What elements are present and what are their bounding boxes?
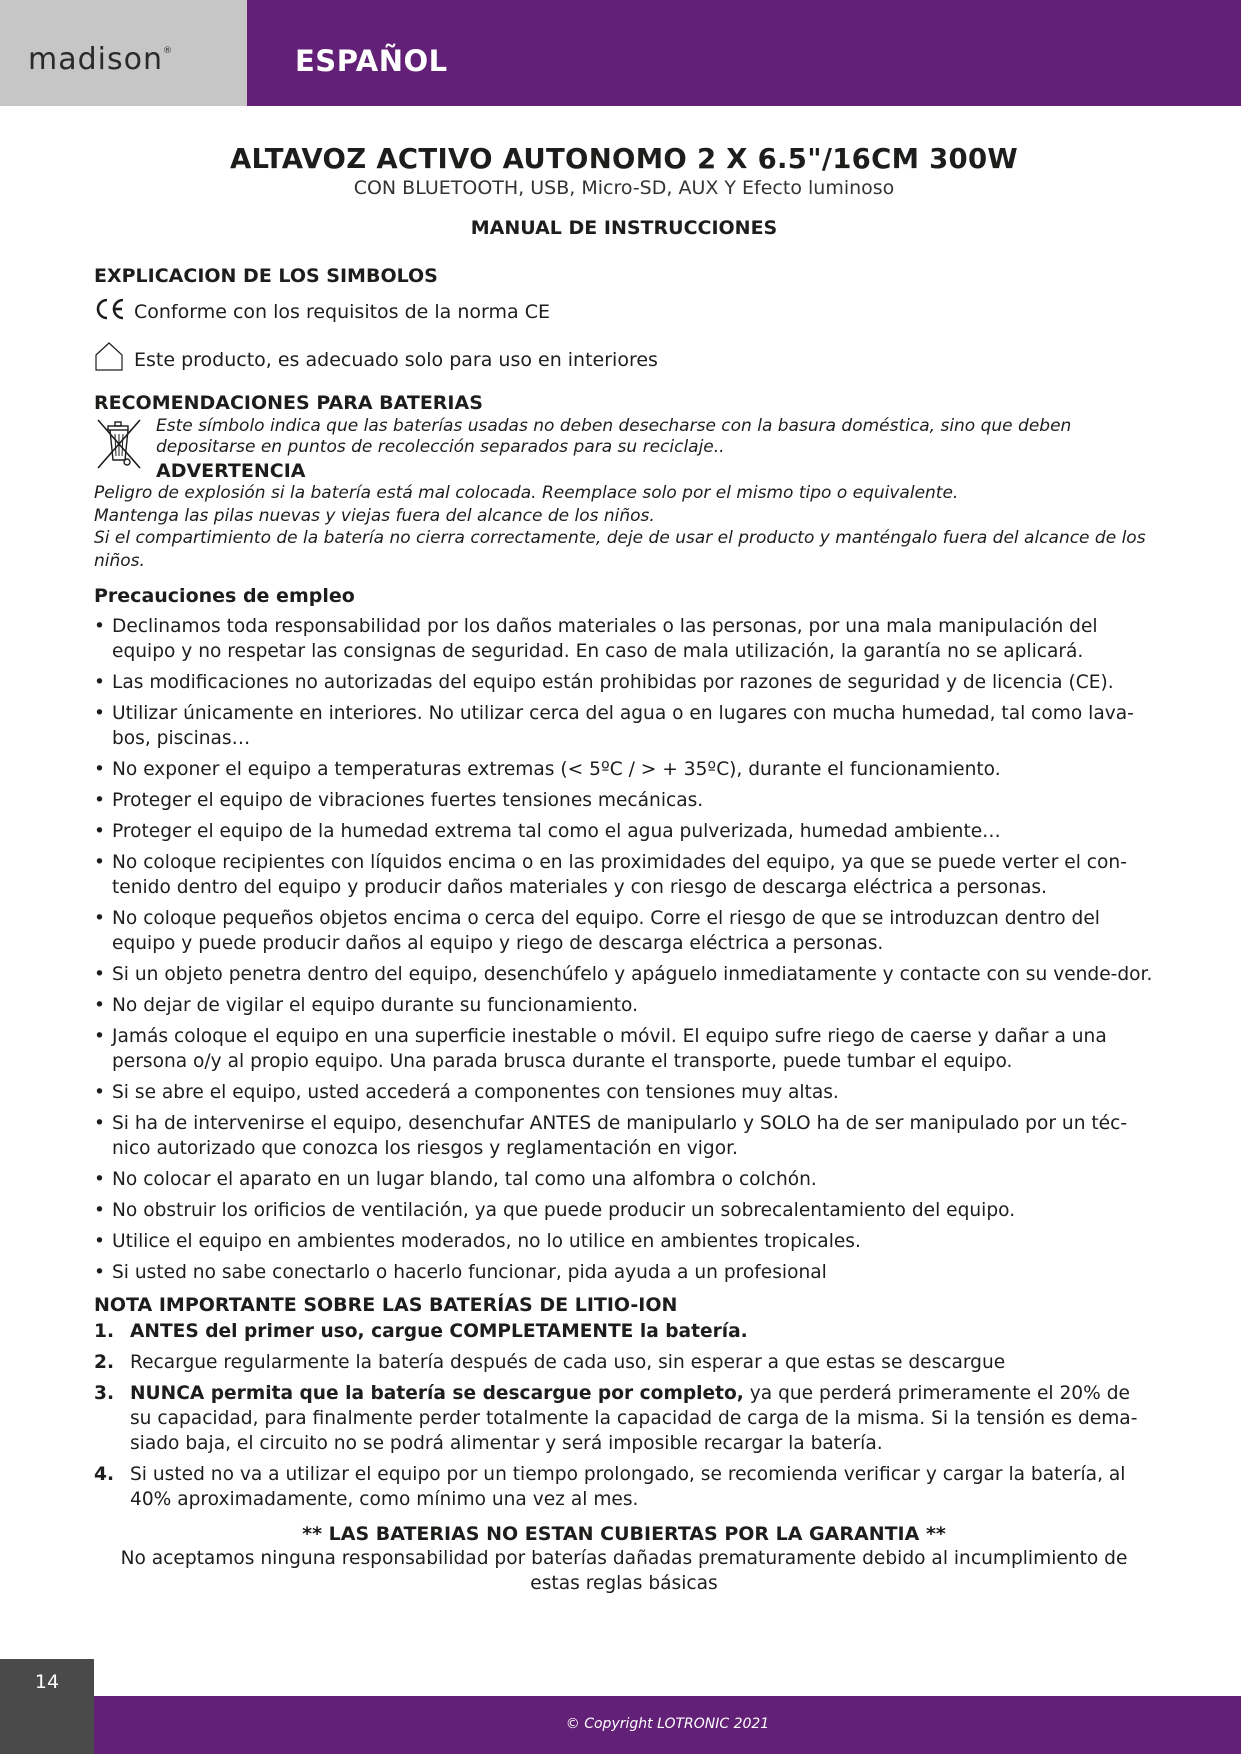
batteries-heading: RECOMENDACIONES PARA BATERIAS — [94, 392, 483, 414]
list-item — [94, 1350, 1154, 1375]
list-item: • Jamás coloque el equipo en una superficie inestable o móvil. El equipo sufre riego de caerse y dañar a una persona o/y al propio equipo. Una parada brusca durante el transporte, puede tumbar el equipo. — [94, 1024, 1154, 1074]
list-item: • Si ha de intervenirse el equipo, desenchufar ANTES de manipularlo y SOLO ha de ser manipulado por un téc-nico autorizado que conozca los riesgos y reglamentación en vigor. — [94, 1111, 1154, 1161]
warning-heading: ADVERTENCIA — [156, 460, 306, 482]
page-number-tab — [0, 1659, 94, 1754]
item-number: 2. — [94, 1352, 115, 1373]
indoor-symbol-text: Este producto, es adecuado solo para uso en interiores — [134, 349, 658, 371]
indoor-symbol-row — [94, 340, 1154, 372]
precautions-heading: Precauciones de empleo — [94, 585, 355, 607]
list-item: • No dejar de vigilar el equipo durante su funcionamiento. — [94, 993, 1154, 1018]
guarantee-text: No aceptamos ninguna responsabilidad por baterías dañadas prematuramente debido al incumplimiento de estas reglas básicas — [120, 1548, 1128, 1594]
product-subtitle: CON BLUETOOTH, USB, Micro-SD, AUX Y Efecto luminoso — [353, 177, 895, 199]
guarantee-heading: ** LAS BATERIAS NO ESTAN CUBIERTAS POR LA GARANTIA ** — [302, 1523, 946, 1545]
list-item: • Si se abre el equipo, usted accederá a componentes con tensiones muy altas. — [94, 1080, 1154, 1105]
product-title: ALTAVOZ ACTIVO AUTONOMO 2 X 6.5"/16CM 300W — [229, 143, 1019, 175]
brand-logo — [28, 42, 173, 77]
list-item: • Declinamos toda responsabilidad por los daños materiales o las personas, por una mala manipulación del equipo y no respetar las consignas de seguridad. En caso de mala utilización, la garantía no se aplicará. — [94, 614, 1154, 664]
symbols-heading: EXPLICACION DE LOS SIMBOLOS — [94, 265, 438, 287]
item-number: 3. — [94, 1383, 115, 1404]
page-number: 14 — [34, 1671, 60, 1693]
list-item: • No coloque pequeños objetos encima o cerca del equipo. Corre el riesgo de que se introduzcan dentro del equipo y puede producir daños al equipo y riego de descarga eléctrica a personas. — [94, 906, 1154, 956]
item-text: ya que perderá primeramente el 20% de su capacidad, para finalmente perder totalmente la capacidad de carga de la misma. Si la tensión es dema-siado baja, el circuito no se podrá alimentar y será imposible recargar la batería. — [130, 1383, 1138, 1454]
page-content — [94, 138, 1154, 1596]
header-logo-block — [0, 0, 247, 106]
list-item: • Si usted no sabe conectarlo o hacerlo funcionar, pida ayuda a un profesional — [94, 1260, 1154, 1285]
list-item: • Utilizar únicamente en interiores. No utilizar cerca del agua o en lugares con mucha humedad, tal como lava-bos, piscinas… — [94, 701, 1154, 751]
weee-text: Este símbolo indica que las baterías usadas no deben desecharse con la basura doméstica, sino que deben depositarse en puntos de recolección separados para su reciclaje.. — [156, 416, 1072, 457]
item-text: Recargue regularmente la batería después de cada uso, sin esperar a que estas se descargue — [130, 1352, 1006, 1373]
item-number: 1. — [94, 1321, 115, 1342]
list-item: • Proteger el equipo de vibraciones fuertes tensiones mecánicas. — [94, 788, 1154, 813]
copyright-text: © Copyright LOTRONIC 2021 — [565, 1716, 770, 1732]
item-bold-text: NUNCA permita que la batería se descargue por completo, — [130, 1383, 744, 1404]
list-item: • Proteger el equipo de la humedad extrema tal como el agua pulverizada, humedad ambiente… — [94, 819, 1154, 844]
list-item: • No exponer el equipo a temperaturas extremas (< 5ºC / > + 35ºC), durante el funcionamiento. — [94, 757, 1154, 782]
list-item: • Utilice el equipo en ambientes moderados, no lo utilice en ambientes tropicales. — [94, 1229, 1154, 1254]
warning-line: Mantenga las pilas nuevas y viejas fuera del alcance de los niños. — [94, 505, 655, 526]
language-label: ESPAÑOL — [295, 44, 448, 78]
brand-registered-mark: ® — [162, 46, 173, 56]
list-item: • No colocar el aparato en un lugar blando, tal como una alfombra o colchón. — [94, 1167, 1154, 1192]
house-indoor-icon — [94, 340, 134, 372]
list-item: • No obstruir los orificios de ventilación, ya que puede producir un sobrecalentamiento del equipo. — [94, 1198, 1154, 1223]
weee-row — [94, 416, 1154, 482]
ce-mark-icon — [94, 297, 134, 327]
item-bold-text: ANTES del primer uso, cargue COMPLETAMENTE la batería. — [130, 1321, 748, 1342]
warning-line: Si el compartimiento de la batería no cierra correctamente, deje de usar el producto y manténgalo fuera del alcance de los niños. — [94, 528, 1146, 571]
brand-name: madison — [28, 42, 163, 77]
lithium-heading: NOTA IMPORTANTE SOBRE LAS BATERÍAS DE LITIO-ION — [94, 1294, 678, 1316]
list-item: • Las modificaciones no autorizadas del equipo están prohibidas por razones de seguridad y de licencia (CE). — [94, 670, 1154, 695]
item-number: 4. — [94, 1464, 115, 1485]
header-language-bar — [247, 0, 1241, 106]
list-item — [94, 1462, 1154, 1512]
list-item — [94, 1319, 1154, 1344]
ce-symbol-text: Conforme con los requisitos de la norma CE — [134, 301, 550, 323]
list-item: • No coloque recipientes con líquidos encima o en las proximidades del equipo, ya que se puede verter el con-tenido dentro del equipo y producir daños materiales y con riesgo de descarga eléctrica a personas. — [94, 850, 1154, 900]
lithium-list — [94, 1319, 1154, 1512]
precautions-list — [94, 614, 1154, 1285]
list-item: • Si un objeto penetra dentro del equipo, desenchúfelo y apáguelo inmediatamente y contacte con su vende-dor. — [94, 962, 1154, 987]
crossed-bin-icon — [94, 416, 156, 482]
ce-symbol-row — [94, 297, 1154, 327]
weee-block — [156, 416, 1154, 482]
list-item — [94, 1381, 1154, 1456]
footer-bar — [94, 1696, 1241, 1754]
warning-line: Peligro de explosión si la batería está mal colocada. Reemplace solo por el mismo tipo o equivalente. — [94, 483, 959, 503]
item-text: Si usted no va a utilizar el equipo por un tiempo prolongado, se recomienda verificar y cargar la batería, al 40% aproximadamente, como mínimo una vez al mes. — [130, 1464, 1126, 1510]
manual-heading: MANUAL DE INSTRUCCIONES — [470, 217, 778, 239]
